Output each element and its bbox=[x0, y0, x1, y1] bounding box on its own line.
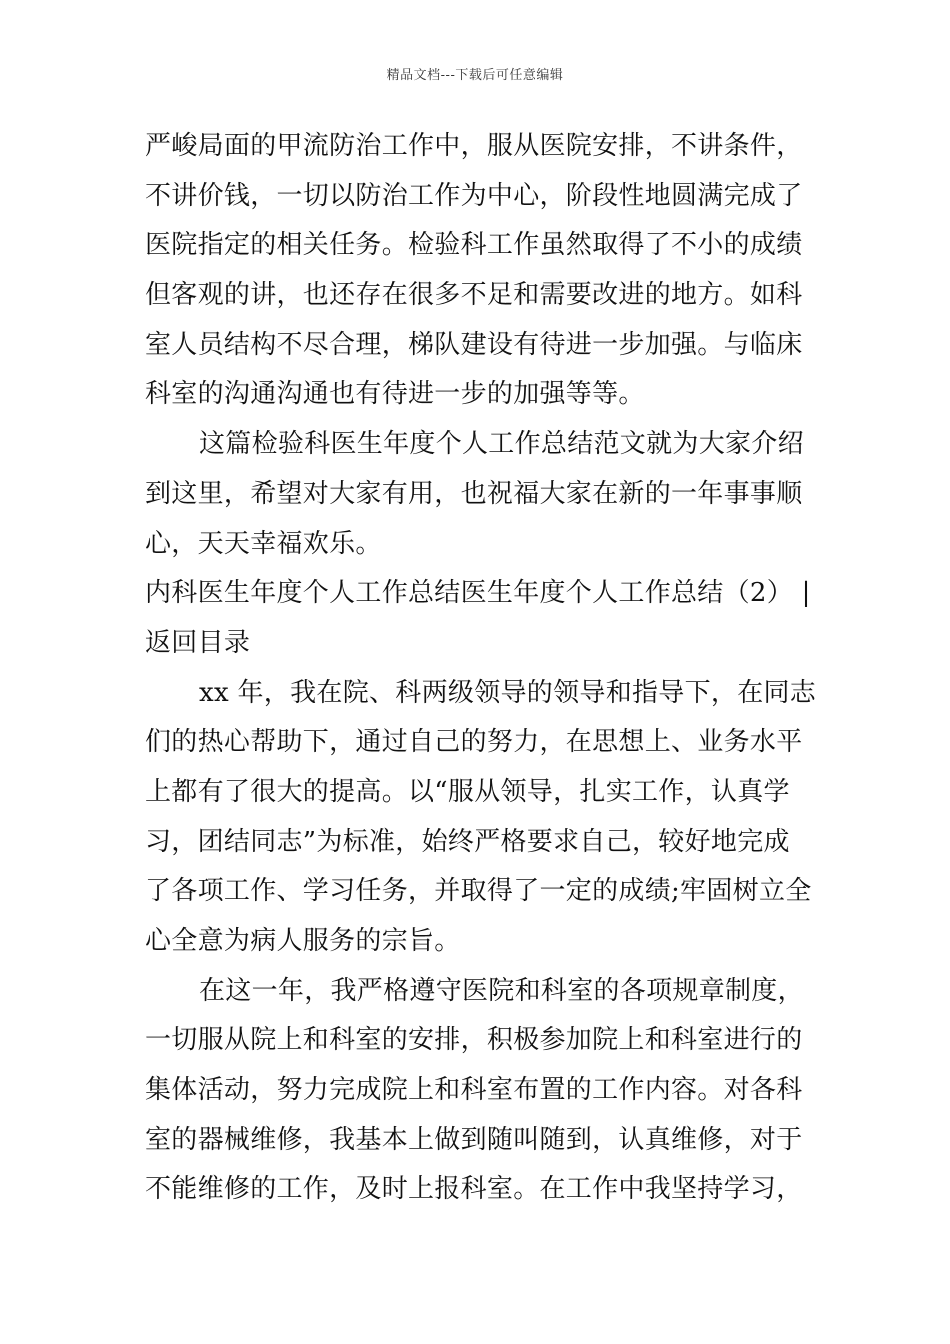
text-line: 室人员结构不尽合理，梯队建设有待进一步加强。与临床 bbox=[145, 329, 803, 360]
text-line: 上都有了很大的提高。以“服从领导，扎实工作，认真学 bbox=[145, 776, 790, 807]
text-line: 了各项工作、学习任务，并取得了一定的成绩;牢固树立全 bbox=[145, 876, 812, 907]
text-line: 习，团结同志”为标准，始终严格要求自己，较好地完成 bbox=[145, 826, 790, 857]
text-line: 严峻局面的甲流防治工作中，服从医院安排，不讲条件， bbox=[145, 131, 803, 161]
text-line: 一切服从院上和科室的安排，积极参加院上和科室进行的 bbox=[145, 1025, 803, 1056]
text-line: 集体活动，努力完成院上和科室布置的工作内容。对各科 bbox=[145, 1075, 803, 1106]
text-line: 们的热心帮助下，通过自己的努力，在思想上、业务水平 bbox=[145, 727, 803, 758]
text-line: 科室的沟通沟通也有待进一步的加强等等。 bbox=[145, 379, 645, 410]
text-line: xx 年，我在院、科两级领导的领导和指导下，在同志 bbox=[199, 677, 817, 708]
text-line: 室的器械维修，我基本上做到随叫随到，认真维修，对于 bbox=[145, 1124, 803, 1155]
text-line: 心，天天幸福欢乐。 bbox=[145, 528, 382, 559]
text-line: 这篇检验科医生年度个人工作总结范文就为大家介绍 bbox=[199, 429, 804, 460]
document-body bbox=[145, 122, 817, 1215]
back-to-toc-link[interactable]: 返回目录 bbox=[145, 627, 251, 658]
text-line: 不讲价钱，一切以防治工作为中心，阶段性地圆满完成了 bbox=[145, 180, 803, 211]
section-link[interactable]: 内科医生年度个人工作总结医生年度个人工作总结（2） | bbox=[145, 578, 811, 609]
text-line: 在这一年，我严格遵守医院和科室的各项规章制度， bbox=[199, 975, 804, 1006]
page-header: 精品文档---下载后可任意编辑 bbox=[386, 68, 564, 83]
text-line: 心全意为病人服务的宗旨。 bbox=[145, 926, 461, 956]
text-line: 不能维修的工作，及时上报科室。在工作中我坚持学习， bbox=[145, 1174, 803, 1205]
text-line: 医院指定的相关任务。检验科工作虽然取得了不小的成绩 bbox=[145, 230, 803, 261]
text-line: 到这里，希望对大家有用，也祝福大家在新的一年事事顺 bbox=[145, 478, 803, 509]
text-line: 但客观的讲，也还存在很多不足和需要改进的地方。如科 bbox=[145, 280, 803, 311]
